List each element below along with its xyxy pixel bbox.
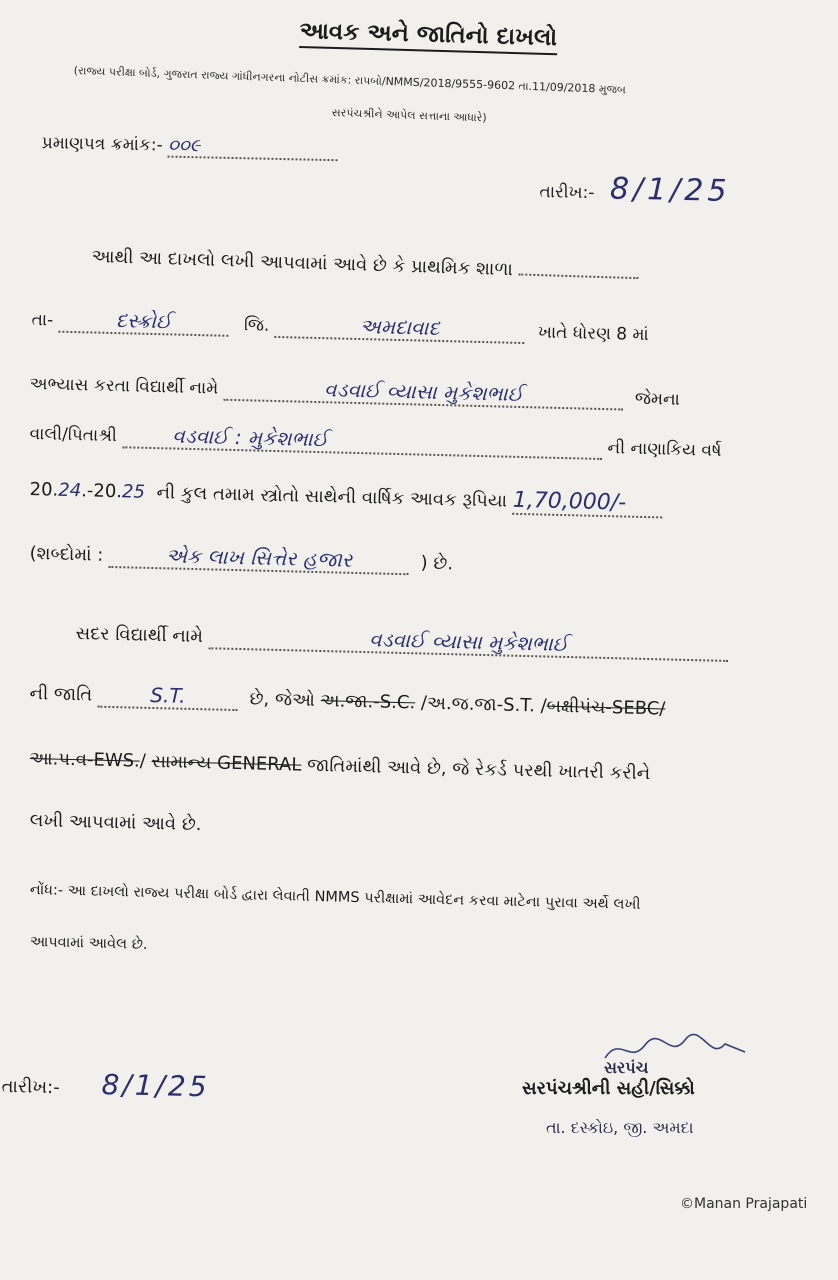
district-label: જિ. [243, 315, 270, 336]
income-text: ની કુલ તમામ સ્ત્રોતો સાથેની વાર્ષિક આવક રૂપિયા [156, 482, 508, 512]
guardian-suffix: ની નાણાકિય વર્ષ [607, 438, 722, 461]
year-to-value: 25 [121, 481, 146, 503]
top-date-row [539, 170, 731, 209]
income-row [29, 476, 663, 518]
footer-date-row [1, 1066, 210, 1103]
district-value: અમદાવાદ [359, 314, 440, 340]
option-general: સામાન્ય GENERAL [151, 750, 302, 776]
intro-line [91, 246, 638, 284]
option-separator-2: / [534, 695, 547, 717]
option-ews: આ.પ.વ-EWS. [29, 748, 141, 772]
note-line-2: આપવામાં આવેલ છે. [29, 934, 148, 953]
student2-label: સદર વિદ્યાર્થી નામે [75, 622, 204, 648]
guardian-row [29, 420, 721, 463]
student2-name-value: વડવાઈ વ્યાસા મુકેશભાઈ [368, 627, 569, 657]
option-sc: અ.જા.-S.C. [320, 690, 416, 714]
certificate-number-row [42, 132, 339, 161]
guardian-name-value: વડવાઈ : મુકેશભાઈ [172, 423, 329, 452]
certificate-number-value: ૦૦૯ [167, 134, 201, 157]
note-line-1: નોંધ:- આ દાખલો રાજ્ય પરીક્ષા બોર્ડ દ્વારા લેવાતી NMMS પરીક્ષામાં આવેદન કરવા માટેના પુરાવા અર્થે લખી [29, 882, 641, 913]
footer-date-value: 8/1/25 [101, 1068, 210, 1104]
certificate-title: આવક અને જાતિનો દાખલો [299, 18, 557, 55]
caste-value: S.T. [150, 682, 186, 708]
taluka-row [31, 306, 649, 347]
guardian-label: વાલી/પિતાશ્રી [29, 423, 118, 447]
income-value: 1,70,000/- [512, 487, 627, 516]
signatory-label: સરપંચશ્રીની સહી/સિક્કો [522, 1078, 695, 1099]
caste-tail: જાતિમાંથી આવે છે, જે રેકર્ડ પરથી ખાતરી કરીને [301, 754, 651, 785]
words-value: એક લાખ સિત્તેર હજાર [165, 543, 353, 572]
year-prefix: 20. [29, 478, 59, 501]
option-sebc: બક્ષીપંચ-SEBC/ [546, 695, 666, 720]
top-date-value: 8/1/25 [609, 171, 731, 209]
student-row [29, 370, 680, 412]
caste-row-2 [29, 748, 650, 784]
taluka-label: તા- [31, 309, 54, 331]
student-label: અભ્યાસ કરતા વિદ્યાર્થી નામે [29, 373, 219, 399]
stamp-title: સરપંચ [604, 1058, 649, 1077]
subtitle-line-2: સરપંચશ્રીને આપેલ સત્તાના આધારે) [331, 106, 487, 125]
option-separator-3: / [139, 750, 152, 772]
subtitle-line-1: (રાજ્ય પરીક્ષા બોર્ડ, ગુજરાત રાજ્ય ગાંધીનગરના નોટીસ ક્રમાંક: રાપબો/NMMS/2018/9555-9602 તા.11/09/2018 મુજબ [73, 64, 627, 97]
student2-row [75, 620, 729, 662]
student-name-value: વડવાઈ વ્યાસા મુકેશભાઈ [323, 377, 524, 407]
option-separator-1: / [414, 692, 428, 714]
top-date-label: તારીખ:- [539, 181, 595, 204]
caste-tail-2: લખી આપવામાં આવે છે. [29, 810, 202, 836]
certificate-number-label: પ્રમાણપત્ર ક્રમાંક:- [41, 132, 163, 156]
intro-text: આથી આ દાખલો લખી આપવામાં આવે છે કે પ્રાથમિક શાળા [91, 246, 514, 281]
watermark: ©Manan Prajapati [680, 1196, 808, 1212]
words-label: (શબ્દોમાં : [29, 542, 104, 566]
stamp-place: તા. દસ્કોઇ, જી. અમદા [546, 1118, 694, 1137]
caste-mid: છે, જેઓ [249, 688, 316, 711]
option-st: અ.જ.જા-S.T. [426, 692, 536, 717]
caste-row [29, 680, 665, 722]
taluka-value: દસ્ક્રોઈ [115, 308, 172, 334]
student-suffix: જેમના [634, 388, 681, 410]
footer-date-label: તારીખ:- [1, 1075, 60, 1099]
caste-prefix: ની જાતિ [29, 682, 93, 706]
words-row [29, 540, 453, 576]
words-suffix: ) છે. [420, 552, 454, 575]
year-mid: .-20. [80, 480, 123, 503]
year-from-value: 24 [58, 479, 82, 502]
standard-text: ખાતે ધોરણ 8 માં [537, 322, 649, 346]
